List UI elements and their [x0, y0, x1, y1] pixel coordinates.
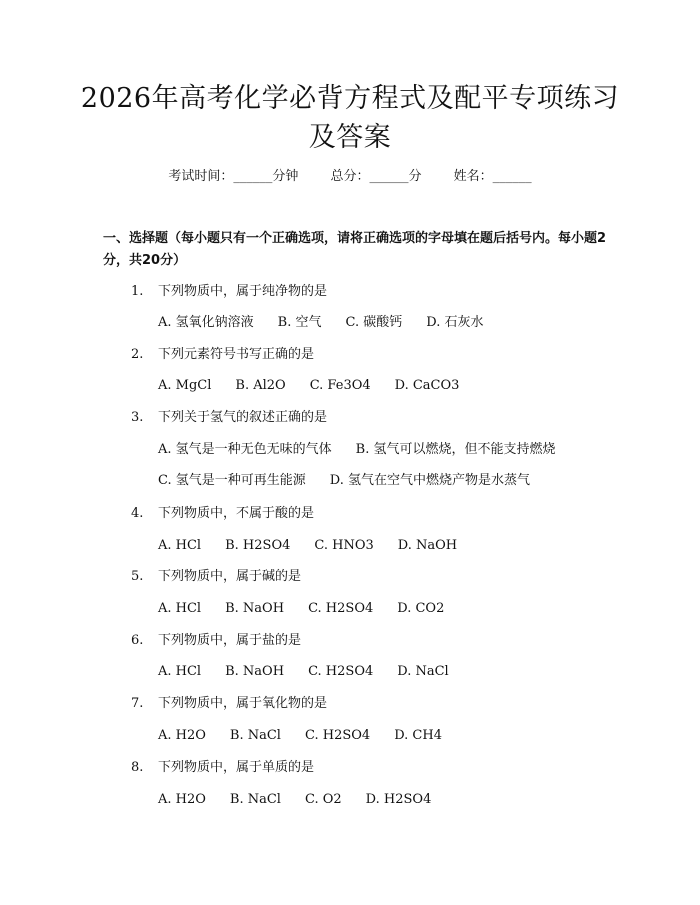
question — [131, 282, 327, 302]
exam-meta — [0, 166, 700, 188]
question-options — [158, 376, 459, 396]
question-number: 2. — [131, 347, 144, 362]
option-d[interactable]: D. NaOH — [397, 538, 458, 553]
question-options — [158, 790, 431, 810]
option-b[interactable]: B. NaCl — [229, 792, 281, 807]
option-b[interactable]: B. 氢气可以燃烧，但不能支持燃烧 — [355, 442, 556, 457]
option-d[interactable]: D. H2SO4 — [365, 792, 432, 807]
question — [131, 567, 301, 587]
option-c[interactable]: C. H2SO4 — [308, 664, 374, 679]
option-c[interactable]: C. H2SO4 — [304, 728, 371, 743]
question-text: 下列物质中，属于氧化物的是 — [158, 696, 328, 711]
question-options — [158, 440, 555, 460]
option-c[interactable]: C. 氢气是一种可再生能源 — [158, 473, 306, 488]
option-a[interactable]: A. 氢氧化钠溶液 — [158, 315, 254, 330]
option-b[interactable]: B. Al2O — [235, 378, 286, 393]
question-text: 下列元素符号书写正确的是 — [158, 347, 315, 362]
option-a[interactable]: A. MgCl — [158, 378, 212, 393]
option-d[interactable]: D. NaCl — [397, 664, 449, 679]
exam-total-score: 总分：______分 — [330, 169, 422, 184]
option-c[interactable]: C. 碳酸钙 — [345, 315, 403, 330]
option-c[interactable]: C. HNO3 — [314, 538, 374, 553]
question-text: 下列物质中，属于单质的是 — [158, 760, 315, 775]
section-heading: 一、选择题（每小题只有一个正确选项，请将正确选项的字母填在题后括号内。每小题2分，共20分） — [103, 231, 607, 268]
option-a[interactable]: A. HCl — [158, 601, 202, 616]
question-number: 6. — [131, 633, 144, 648]
question-number: 3. — [131, 410, 144, 425]
option-d[interactable]: D. CaCO3 — [394, 378, 460, 393]
question-number: 8. — [131, 760, 144, 775]
question-options — [158, 471, 530, 491]
question-options — [158, 536, 457, 556]
question-options — [158, 313, 483, 333]
option-c[interactable]: C. H2SO4 — [308, 601, 374, 616]
option-a[interactable]: A. HCl — [158, 664, 202, 679]
option-b[interactable]: B. NaOH — [225, 601, 285, 616]
option-d[interactable]: D. CH4 — [394, 728, 442, 743]
question — [131, 758, 314, 778]
option-c[interactable]: C. Fe3O4 — [309, 378, 371, 393]
question-number: 7. — [131, 696, 144, 711]
option-d[interactable]: D. 石灰水 — [426, 315, 484, 330]
question-options — [158, 662, 449, 682]
question — [131, 345, 314, 365]
question-text: 下列物质中，属于碱的是 — [158, 569, 302, 584]
option-b[interactable]: B. NaOH — [225, 664, 285, 679]
question — [131, 694, 327, 714]
document-title-line2: 及答案 — [308, 122, 392, 153]
option-c[interactable]: C. O2 — [304, 792, 342, 807]
question-text: 下列物质中，不属于酸的是 — [158, 506, 315, 521]
question-text: 下列物质中，属于盐的是 — [158, 633, 302, 648]
question-options — [158, 726, 442, 746]
option-d[interactable]: D. 氢气在空气中燃烧产物是水蒸气 — [329, 473, 530, 488]
question-number: 5. — [131, 569, 144, 584]
question-number: 1. — [131, 284, 144, 299]
question — [131, 504, 314, 524]
question-text: 下列物质中，属于纯净物的是 — [158, 284, 328, 299]
student-name: 姓名：______ — [453, 169, 532, 184]
option-a[interactable]: A. H2O — [158, 728, 206, 743]
option-b[interactable]: B. NaCl — [229, 728, 281, 743]
question-text: 下列关于氢气的叙述正确的是 — [158, 410, 328, 425]
exam-time: 考试时间：______分钟 — [168, 169, 299, 184]
option-b[interactable]: B. 空气 — [277, 315, 322, 330]
question — [131, 631, 301, 651]
option-a[interactable]: A. H2O — [158, 792, 206, 807]
question — [131, 408, 327, 428]
question-number: 4. — [131, 506, 144, 521]
option-d[interactable]: D. CO2 — [397, 601, 445, 616]
option-a[interactable]: A. 氢气是一种无色无味的气体 — [158, 442, 332, 457]
question-options — [158, 599, 444, 619]
option-a[interactable]: A. HCl — [158, 538, 202, 553]
document-title-line1: 2026年高考化学必背方程式及配平专项练习 — [80, 83, 620, 114]
option-b[interactable]: B. H2SO4 — [225, 538, 291, 553]
